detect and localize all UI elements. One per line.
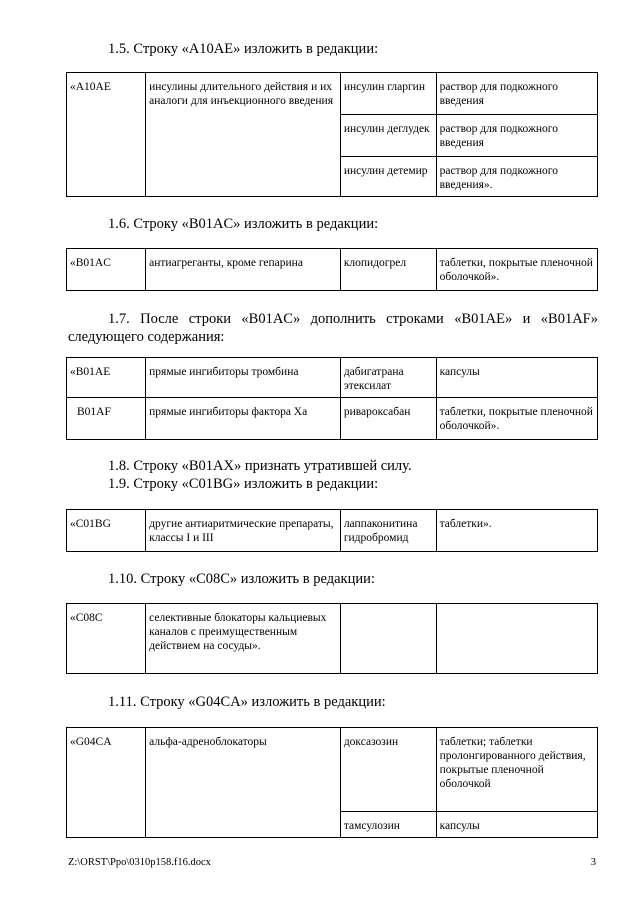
atc-code-cell: B01AF bbox=[67, 398, 146, 440]
drug-cell bbox=[340, 604, 436, 674]
atc-code-cell: «C08C bbox=[67, 604, 146, 674]
footer-file-path: Z:\ORST\Ppo\0310p158.f16.docx bbox=[68, 857, 211, 868]
table-a10ae bbox=[66, 72, 598, 197]
section-heading-1-7: 1.7. После строки «B01AC» дополнить строками «B01AE» и «B01AF» следующего содержания: bbox=[68, 311, 598, 345]
section-heading-1-8: 1.8. Строку «B01AX» признать утратившей силу. bbox=[108, 458, 412, 474]
atc-code-cell: «A10AE bbox=[67, 73, 146, 197]
table-row bbox=[67, 728, 598, 812]
section-heading-1-6: 1.6. Строку «B01AC» изложить в редакции: bbox=[108, 216, 379, 232]
drug-cell: клопидогрел bbox=[340, 249, 436, 291]
form-cell: таблетки, покрытые пленочной оболочкой». bbox=[436, 398, 597, 440]
drug-cell: инсулин детемир bbox=[340, 157, 436, 197]
table-b01ac bbox=[66, 248, 598, 291]
table-row bbox=[67, 73, 598, 115]
section-heading-1-5: 1.5. Строку «A10AE» изложить в редакции: bbox=[108, 41, 379, 57]
form-cell: раствор для подкожного введения». bbox=[436, 157, 597, 197]
atc-code-cell: «C01BG bbox=[67, 510, 146, 552]
table-g04ca bbox=[66, 727, 598, 838]
form-cell: таблетки; таблетки пролонгированного действия, покрытые пленочной оболочкой bbox=[436, 728, 597, 812]
section-heading-1-10: 1.10. Строку «C08C» изложить в редакции: bbox=[108, 571, 375, 587]
form-cell: капсулы bbox=[436, 358, 597, 398]
drug-cell: лаппаконитина гидробромид bbox=[340, 510, 436, 552]
drug-cell: дабигатрана этексилат bbox=[340, 358, 436, 398]
drug-cell: тамсулозин bbox=[340, 812, 436, 838]
form-cell: таблетки, покрытые пленочной оболочкой». bbox=[436, 249, 597, 291]
group-cell: инсулины длительного действия и их аналоги для инъекционного введения bbox=[146, 73, 341, 197]
form-cell: капсулы bbox=[436, 812, 597, 838]
form-cell: таблетки». bbox=[436, 510, 597, 552]
drug-cell: инсулин деглудек bbox=[340, 115, 436, 157]
group-cell: альфа-адреноблокаторы bbox=[146, 728, 341, 838]
drug-cell: доксазозин bbox=[340, 728, 436, 812]
page-number: 3 bbox=[590, 857, 596, 868]
table-b01ae-b01af bbox=[66, 357, 598, 440]
form-cell: раствор для подкожного введения bbox=[436, 73, 597, 115]
group-cell: прямые ингибиторы фактора Xa bbox=[146, 398, 341, 440]
table-c08c bbox=[66, 603, 598, 674]
table-row bbox=[67, 398, 598, 440]
table-row bbox=[67, 510, 598, 552]
group-cell: прямые ингибиторы тромбина bbox=[146, 358, 341, 398]
atc-code-cell: «B01AE bbox=[67, 358, 146, 398]
atc-code-cell: «G04CA bbox=[67, 728, 146, 838]
table-row bbox=[67, 358, 598, 398]
drug-cell: ривароксабан bbox=[340, 398, 436, 440]
section-heading-1-11: 1.11. Строку «G04CA» изложить в редакции: bbox=[108, 694, 386, 710]
form-cell: раствор для подкожного введения bbox=[436, 115, 597, 157]
group-cell: другие антиаритмические препараты, классы I и III bbox=[146, 510, 341, 552]
table-row bbox=[67, 604, 598, 674]
group-cell: селективные блокаторы кальциевых каналов с преимущественным действием на сосуды». bbox=[146, 604, 341, 674]
group-cell: антиагреганты, кроме гепарина bbox=[146, 249, 341, 291]
section-heading-1-9: 1.9. Строку «C01BG» изложить в редакции: bbox=[108, 476, 379, 492]
drug-cell: инсулин гларгин bbox=[340, 73, 436, 115]
atc-code-cell: «B01AC bbox=[67, 249, 146, 291]
table-c01bg bbox=[66, 509, 598, 552]
table-row bbox=[67, 249, 598, 291]
form-cell bbox=[436, 604, 597, 674]
